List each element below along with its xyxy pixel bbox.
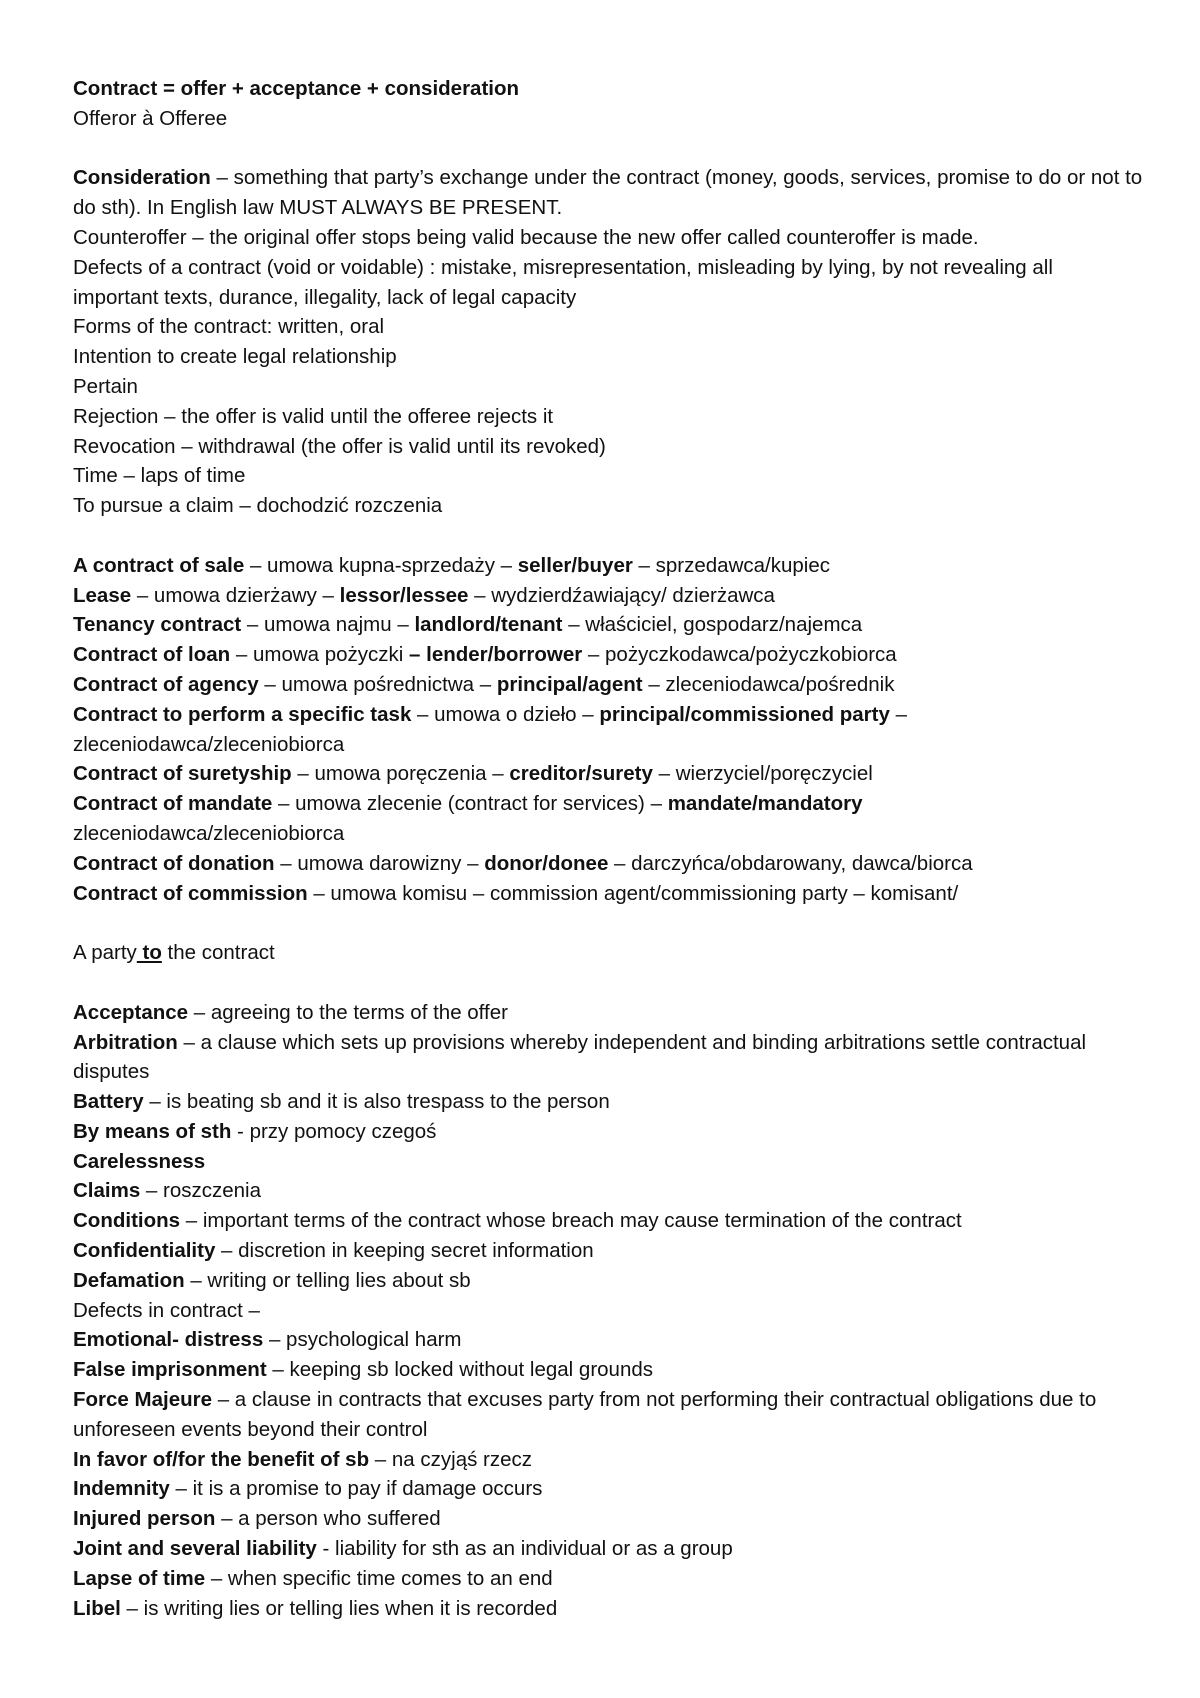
spacer	[73, 521, 1140, 551]
glossary-section	[73, 998, 1140, 1624]
contract-type: Tenancy contract – umowa najmu – landlord/tenant – właściciel, gospodarz/najemca	[73, 613, 863, 637]
contracts-section	[73, 551, 1140, 909]
basics-item: Forms of the contract: written, oral	[73, 315, 385, 339]
glossary-item: Carelessness	[73, 1149, 206, 1173]
contract-type: Contract of donation – umowa darowizny – donor/donee – darczyńca/obdarowany, dawca/biorca	[73, 851, 973, 875]
contract-type: Contract of agency – umowa pośrednictwa – principal/agent – zleceniodawca/pośrednik	[73, 672, 895, 696]
glossary-item: By means of sth - przy pomocy czegoś	[73, 1119, 437, 1143]
basics-item: Counteroffer – the original offer stops being valid because the new offer called counteroffer is made.	[73, 225, 979, 249]
spacer	[73, 968, 1140, 998]
basics-item: Defects of a contract (void or voidable) : mistake, misrepresentation, misleading by lying, by not revealing all important texts, durance, illegality, lack of legal capacity	[73, 255, 1053, 309]
glossary-item: Libel – is writing lies or telling lies when it is recorded	[73, 1596, 558, 1620]
glossary-item: Force Majeure – a clause in contracts that excuses party from not performing their contractual obligations due to unforeseen events beyond their control	[73, 1388, 1097, 1441]
basics-item: Time – laps of time	[73, 464, 246, 488]
basics-section	[73, 163, 1143, 521]
offeror-offeree: Offeror à Offeree	[73, 106, 228, 130]
contract-type: Contract of suretyship – umowa poręczenia – creditor/surety – wierzyciel/poręczyciel	[73, 762, 873, 786]
party-section	[73, 938, 1140, 968]
glossary-item: Emotional- distress – psychological harm	[73, 1328, 462, 1352]
basics-item: Revocation – withdrawal (the offer is valid until its revoked)	[73, 434, 606, 458]
contract-type: Contract of commission – umowa komisu – commission agent/commissioning party – komisant/	[73, 881, 959, 905]
basics-item: Rejection – the offer is valid until the offeree rejects it	[73, 404, 554, 428]
glossary-item: Defamation – writing or telling lies about sb	[73, 1268, 471, 1292]
contract-type: Contract to perform a specific task – umowa o dzieło – principal/commissioned party – zleceniodawca/zleceniobiorca	[73, 702, 907, 756]
spacer	[73, 134, 1140, 164]
glossary-item: Confidentiality – discretion in keeping secret information	[73, 1239, 594, 1263]
glossary-item: Acceptance – agreeing to the terms of the offer	[73, 1000, 508, 1024]
contract-type: Contract of loan – umowa pożyczki – lender/borrower – pożyczkodawca/pożyczkobiorca	[73, 643, 897, 667]
basics-item: Intention to create legal relationship	[73, 345, 397, 369]
glossary-item: Conditions – important terms of the contract whose breach may cause termination of the contract	[73, 1209, 962, 1233]
header-section	[73, 74, 1140, 134]
glossary-item: Indemnity – it is a promise to pay if damage occurs	[73, 1477, 543, 1501]
party-to-contract: A party to the contract	[73, 941, 275, 965]
glossary-item: Joint and several liability - liability for sth as an individual or as a group	[73, 1537, 733, 1561]
basics-item: Consideration – something that party’s exchange under the contract (money, goods, services, promise to do or not to do sth). In English law MUST ALWAYS BE PRESENT.	[73, 166, 1143, 220]
glossary-item: In favor of/for the benefit of sb – na czyjąś rzecz	[73, 1447, 533, 1471]
glossary-item: Defects in contract –	[73, 1298, 260, 1322]
contract-type: Contract of mandate – umowa zlecenie (contract for services) – mandate/mandatory zleceniodawca/zleceniobiorca	[73, 792, 863, 845]
glossary-item: False imprisonment – keeping sb locked without legal grounds	[73, 1358, 654, 1382]
contract-type: Lease – umowa dzierżawy – lessor/lessee – wydzierdźawiający/ dzierżawca	[73, 583, 775, 607]
glossary-item: Claims – roszczenia	[73, 1179, 262, 1203]
spacer	[73, 908, 1140, 938]
glossary-item: Battery – is beating sb and it is also trespass to the person	[73, 1090, 610, 1114]
glossary-item: Injured person – a person who suffered	[73, 1507, 441, 1531]
basics-item: To pursue a claim – dochodzić rozczenia	[73, 494, 443, 518]
basics-item: Pertain	[73, 374, 138, 398]
glossary-item: Arbitration – a clause which sets up provisions whereby independent and binding arbitrations settle contractual disputes	[73, 1030, 1087, 1084]
glossary-item: Lapse of time – when specific time comes to an end	[73, 1566, 553, 1590]
contract-formula: Contract = offer + acceptance + consideration	[73, 77, 520, 100]
contract-type: A contract of sale – umowa kupna-sprzedaży – seller/buyer – sprzedawca/kupiec	[73, 553, 830, 577]
